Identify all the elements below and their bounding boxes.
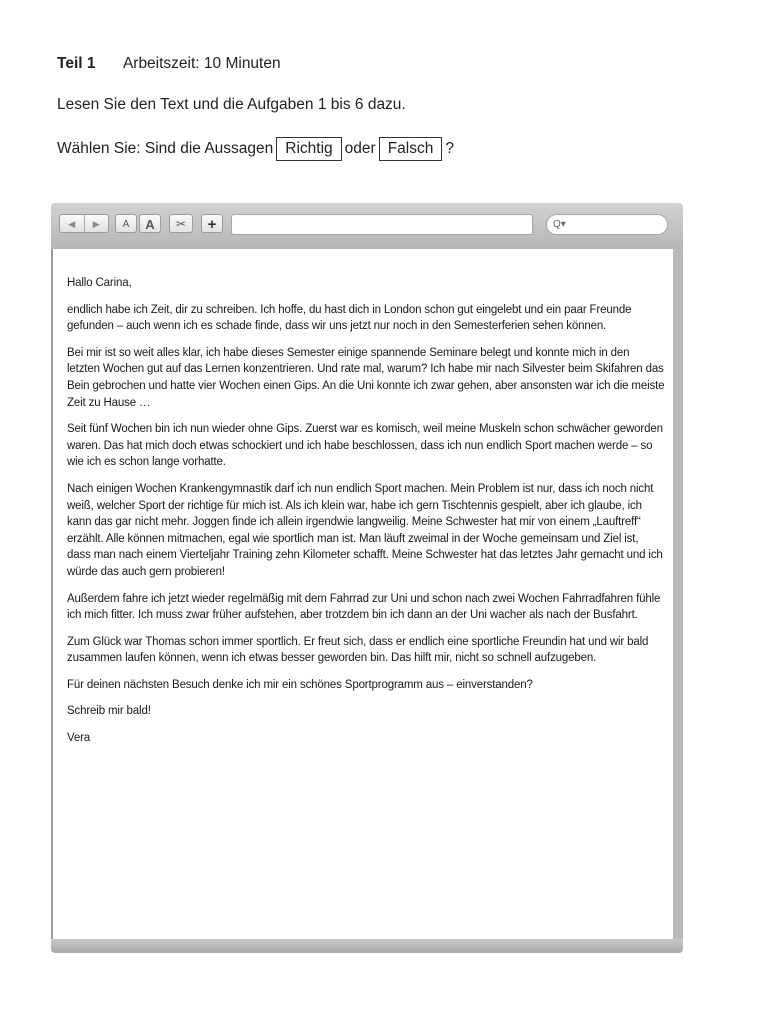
time-limit: Arbeitszeit: 10 Minuten: [122, 55, 281, 72]
option-richtig: Richtig: [276, 137, 341, 161]
task-heading: [57, 55, 281, 73]
browser-window: [51, 203, 683, 953]
tools-icon[interactable]: ✂: [169, 214, 193, 233]
letter-paragraph: Für deinen nächsten Besuch denke ich mir ein schönes Sportprogramm aus – einverstanden?: [67, 678, 533, 691]
search-icon: Q▾: [553, 219, 566, 230]
letter-paragraph: Bei mir ist so weit alles klar, ich habe dieses Semester einige spannende Seminare belegt und konnte mich in den letzten Wochen gut auf das Lernen konzentrieren. Und rate mal, warum? Ich habe mir nach Silvester beim Skifahren das Bein gebrochen und hatte vier Wochen einen Gips. An die Uni konnte ich zwar gehen, aber ansonsten war ich die meiste Zeit zu Hause …: [67, 346, 665, 409]
back-icon[interactable]: ◀: [60, 215, 85, 232]
search-input[interactable]: [546, 214, 668, 235]
letter-paragraph: endlich habe ich Zeit, dir zu schreiben. Ich hoffe, du hast dich in London schon gut eingelebt und ein paar Freunde gefunden – auch wenn ich es schade finde, dass wir uns jetzt nur noch in den Semesterferien sehen können.: [67, 303, 632, 333]
letter-greeting: Hallo Carina,: [67, 277, 132, 289]
letter-paragraph: Seit fünf Wochen bin ich nun wieder ohne Gips. Zuerst war es komisch, weil meine Muskeln schon schwächer geworden waren. Das hat mich doch etwas schockiert und ich habe beschlossen, dass ich nun endlich Sport machen werde – so wie ich es schon lange vorhatte.: [67, 423, 663, 469]
letter-closing: Schreib mir bald!: [67, 705, 151, 718]
browser-toolbar: [51, 203, 683, 249]
instruction-choose: [57, 137, 454, 161]
forward-icon[interactable]: ▶: [92, 219, 100, 229]
font-increase-button[interactable]: A: [139, 214, 161, 233]
instruction-suffix: ?: [445, 140, 454, 157]
letter-content: [51, 249, 683, 939]
letter-paragraph: Nach einigen Wochen Krankengymnastik darf ich nun endlich Sport machen. Mein Problem ist nur, dass ich noch nicht weiß, welcher Sport der richtige für mich ist. Als ich klein war, habe ich gern Tischtennis gespielt, aber ich glaube, ich kann das gar nicht mehr. Joggen finde ich allein irgendwie langweilig. Meine Schwester hat mir von einem „Lauftreff“ erzählt. Alle können mitmachen, egal wie sportlich man ist. Man läuft zweimal in der Woche gemeinsam und Ziel ist, dass man nach einem Vierteljahr Training zehn Kilometer schafft. Meine Schwester hat das letztes Jahr gemacht und ich würde das auch gern probieren!: [67, 482, 663, 578]
instruction-middle: oder: [344, 140, 376, 157]
letter-signature: Vera: [67, 732, 91, 745]
font-decrease-button[interactable]: A: [115, 214, 137, 233]
browser-bottom-bar: [51, 939, 683, 953]
task-number: Teil 1: [57, 55, 96, 72]
nav-button-group: [59, 214, 109, 233]
letter-paragraph: Außerdem fahre ich jetzt wieder regelmäßig mit dem Fahrrad zur Uni und schon nach zwei Wochen Fahrradfahren fühle ich mich fitter. Ich muss zwar früher aufstehen, aber trotzdem bin ich dann an der Uni wacher als nach der Busfahrt.: [67, 592, 661, 622]
option-falsch: Falsch: [379, 137, 443, 161]
instruction-read: Lesen Sie den Text und die Aufgaben 1 bis 6 dazu.: [57, 96, 406, 113]
instruction-prefix: Wählen Sie: Sind die Aussagen: [57, 140, 274, 157]
letter-paragraph: Zum Glück war Thomas schon immer sportlich. Er freut sich, dass er endlich eine sportliche Freundin hat und wir bald zusammen laufen können, wenn ich etwas besser geworden bin. Das hilft mir, nicht so schnell aufzugeben.: [67, 635, 649, 665]
address-bar[interactable]: [231, 214, 533, 235]
add-tab-button[interactable]: +: [201, 214, 223, 233]
